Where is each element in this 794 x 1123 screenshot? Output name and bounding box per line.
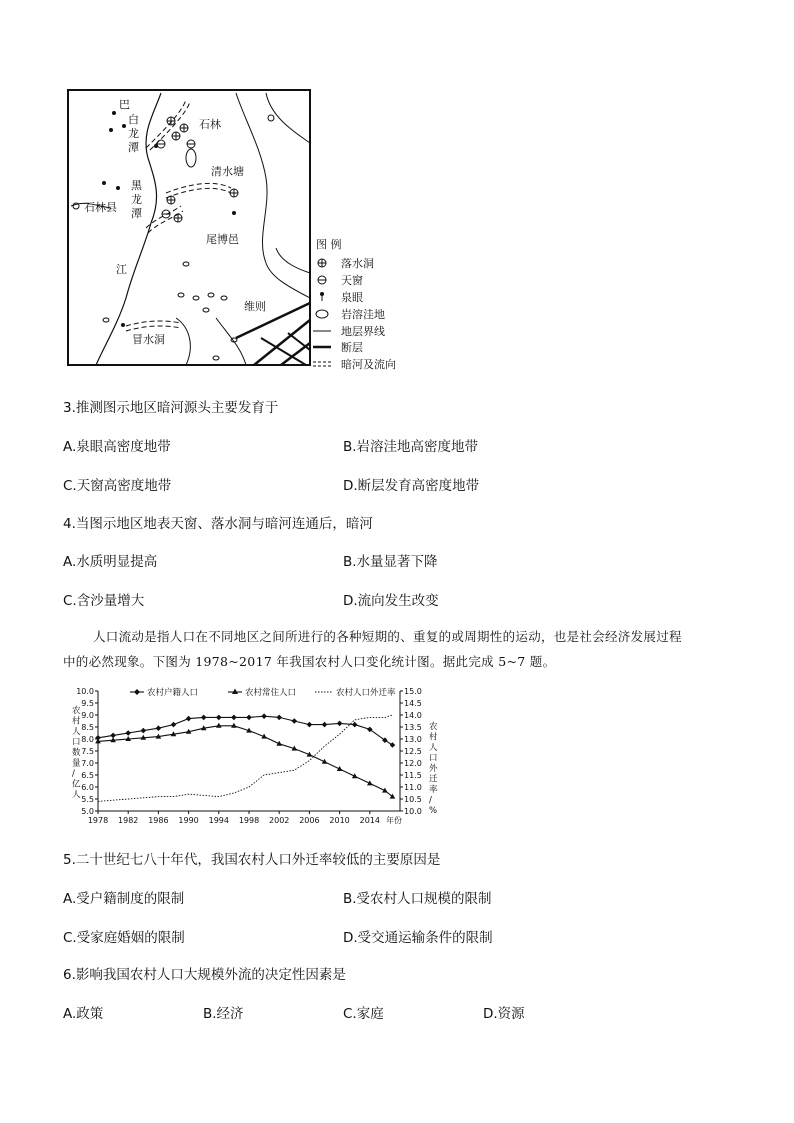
point-0 [141, 728, 147, 734]
x-tick-label: 2002 [269, 816, 290, 825]
map-label-tan1: 潭 [128, 141, 139, 154]
legend-river: 暗河及流向 [341, 358, 396, 370]
q5-option-c[interactable]: C.受家庭婚姻的限制 [63, 930, 185, 946]
x-axis-unit: 年份 [386, 816, 402, 825]
y-left-tick-label: 6.5 [81, 771, 94, 780]
y-right-tick-label: 13.0 [404, 735, 422, 744]
point-0 [307, 722, 313, 728]
y-right-tick-label: 15.0 [404, 687, 422, 696]
q6-option-c[interactable]: C.家庭 [343, 1006, 384, 1022]
legend-label: 农村户籍人口 [147, 688, 199, 698]
legend-sinkhole: 落水洞 [341, 257, 374, 270]
legend-stratum-line: 地层界线 [341, 325, 385, 338]
map-label-hei: 黑 [131, 179, 142, 192]
map-legend [313, 237, 396, 370]
q6-option-a[interactable]: A.政策 [63, 1006, 104, 1022]
q5-stem: 5.二十世纪七八十年代，我国农村人口外迁率较低的主要原因是 [63, 852, 441, 868]
legend-label: 农村人口外迁率 [336, 688, 396, 698]
map-label-jiang: 江 [116, 263, 127, 276]
legend-depression: 岩溶洼地 [341, 308, 385, 321]
q5-option-b[interactable]: B.受农村人口规模的限制 [343, 891, 492, 907]
y-right-tick-label: 14.5 [404, 699, 422, 708]
point-0 [125, 730, 131, 736]
y-right-tick-label: 13.5 [404, 723, 422, 732]
y-right-tick-label: 11.5 [404, 771, 422, 780]
point-0 [337, 721, 343, 727]
series-line-1 [98, 726, 392, 797]
legend-spring: 泉眼 [341, 291, 363, 304]
q5-option-a[interactable]: A.受户籍制度的限制 [63, 891, 185, 907]
x-tick-label: 1982 [118, 816, 139, 825]
y-left-tick-label: 8.0 [81, 735, 94, 744]
q4-option-a[interactable]: A.水质明显提高 [63, 554, 158, 570]
y-left-tick-label: 9.0 [81, 711, 94, 720]
rural-population-chart [60, 683, 460, 833]
legend-fault: 断层 [341, 341, 363, 354]
q4-option-c[interactable]: C.含沙量增大 [63, 593, 145, 609]
x-tick-label: 1990 [178, 816, 199, 825]
x-tick-label: 1998 [238, 816, 260, 825]
y-left-tick-label: 5.5 [81, 795, 94, 804]
q6-option-b[interactable]: B.经济 [203, 1006, 244, 1022]
y-left-tick-label: 10.0 [76, 687, 94, 696]
y-left-tick-label: 8.5 [81, 723, 94, 732]
map-label-ba: 巴 [119, 98, 130, 111]
q3-stem: 3.推测图示地区暗河源头主要发育于 [63, 400, 279, 416]
q4-option-d[interactable]: D.流向发生改变 [343, 593, 439, 609]
point-0 [186, 716, 192, 722]
q4-stem: 4.当图示地区地表天窗、落水洞与暗河连通后，暗河 [63, 516, 373, 532]
map-label-long2: 龙 [131, 193, 142, 206]
legend-window: 天窗 [341, 274, 363, 287]
point-0 [292, 718, 298, 724]
point-0 [156, 725, 162, 731]
y-right-tick-label: 12.5 [404, 747, 422, 756]
map-label-bai: 白 [128, 113, 139, 126]
y-left-tick-label: 7.0 [81, 759, 94, 768]
legend-marker [232, 689, 238, 695]
point-0 [246, 715, 252, 721]
map-label-maoshuidong: 冒水洞 [132, 333, 165, 346]
q3-option-b[interactable]: B.岩溶洼地高密度地带 [343, 439, 479, 455]
legend-title: 图 例 [316, 238, 342, 251]
y-right-tick-label: 14.0 [404, 711, 422, 720]
q3-option-d[interactable]: D.断层发育高密度地带 [343, 478, 480, 494]
map-label-long1: 龙 [128, 127, 139, 140]
legend-label: 农村常住人口 [245, 688, 297, 698]
x-tick-label: 1994 [208, 816, 229, 825]
point-0 [390, 742, 396, 748]
y-left-tick-label: 6.0 [81, 783, 94, 792]
point-0 [322, 722, 328, 728]
left-axis-title: 农村人口数量/亿人 [72, 706, 81, 800]
map-label-shilinxian: 石林县 [84, 201, 117, 214]
x-tick-label: 1986 [148, 816, 169, 825]
y-right-tick-label: 10.5 [404, 795, 422, 804]
legend-marker [134, 689, 140, 695]
series-line-2 [98, 715, 392, 801]
point-0 [231, 715, 237, 721]
y-right-tick-label: 11.0 [404, 783, 422, 792]
map-label-weiboyi: 尾博邑 [206, 233, 239, 246]
point-0 [171, 722, 177, 728]
y-left-tick-label: 9.5 [81, 699, 94, 708]
y-right-tick-label: 12.0 [404, 759, 422, 768]
y-right-tick-label: 10.0 [404, 807, 422, 816]
y-left-tick-label: 7.5 [81, 747, 94, 756]
x-tick-label: 2014 [359, 816, 380, 825]
passage-line-1: 人口流动是指人口在不同地区之间所进行的各种短期的、重复的或周期性的运动，也是社会经济发展过程 [93, 629, 682, 644]
q5-option-d[interactable]: D.受交通运输条件的限制 [343, 930, 493, 946]
point-0 [201, 715, 207, 721]
q3-option-a[interactable]: A.泉眼高密度地带 [63, 439, 171, 455]
map-label-shilin: 石林 [199, 118, 221, 131]
map-label-tan2: 潭 [131, 207, 142, 220]
q4-option-b[interactable]: B.水量显著下降 [343, 554, 438, 570]
map-label-qingshuitang: 清水塘 [211, 165, 244, 178]
q6-stem: 6.影响我国农村人口大规模外流的决定性因素是 [63, 967, 346, 983]
y-left-tick-label: 5.0 [81, 807, 94, 816]
passage-line-2: 中的必然现象。下图为 1978~2017 年我国农村人口变化统计图。据此完成 5~7 题。 [63, 654, 556, 669]
point-0 [261, 713, 267, 719]
right-axis-title: 农村人口外迁率/ % [429, 722, 438, 816]
point-0 [352, 722, 358, 728]
x-tick-label: 2006 [299, 816, 320, 825]
x-tick-label: 1978 [87, 816, 109, 825]
x-tick-label: 2010 [329, 816, 350, 825]
q6-option-d[interactable]: D.资源 [483, 1006, 525, 1022]
point-0 [216, 715, 222, 721]
map-label-weize: 维则 [244, 300, 266, 313]
karst-map [66, 88, 416, 370]
q3-option-c[interactable]: C.天窗高密度地带 [63, 478, 172, 494]
point-0 [276, 715, 282, 721]
